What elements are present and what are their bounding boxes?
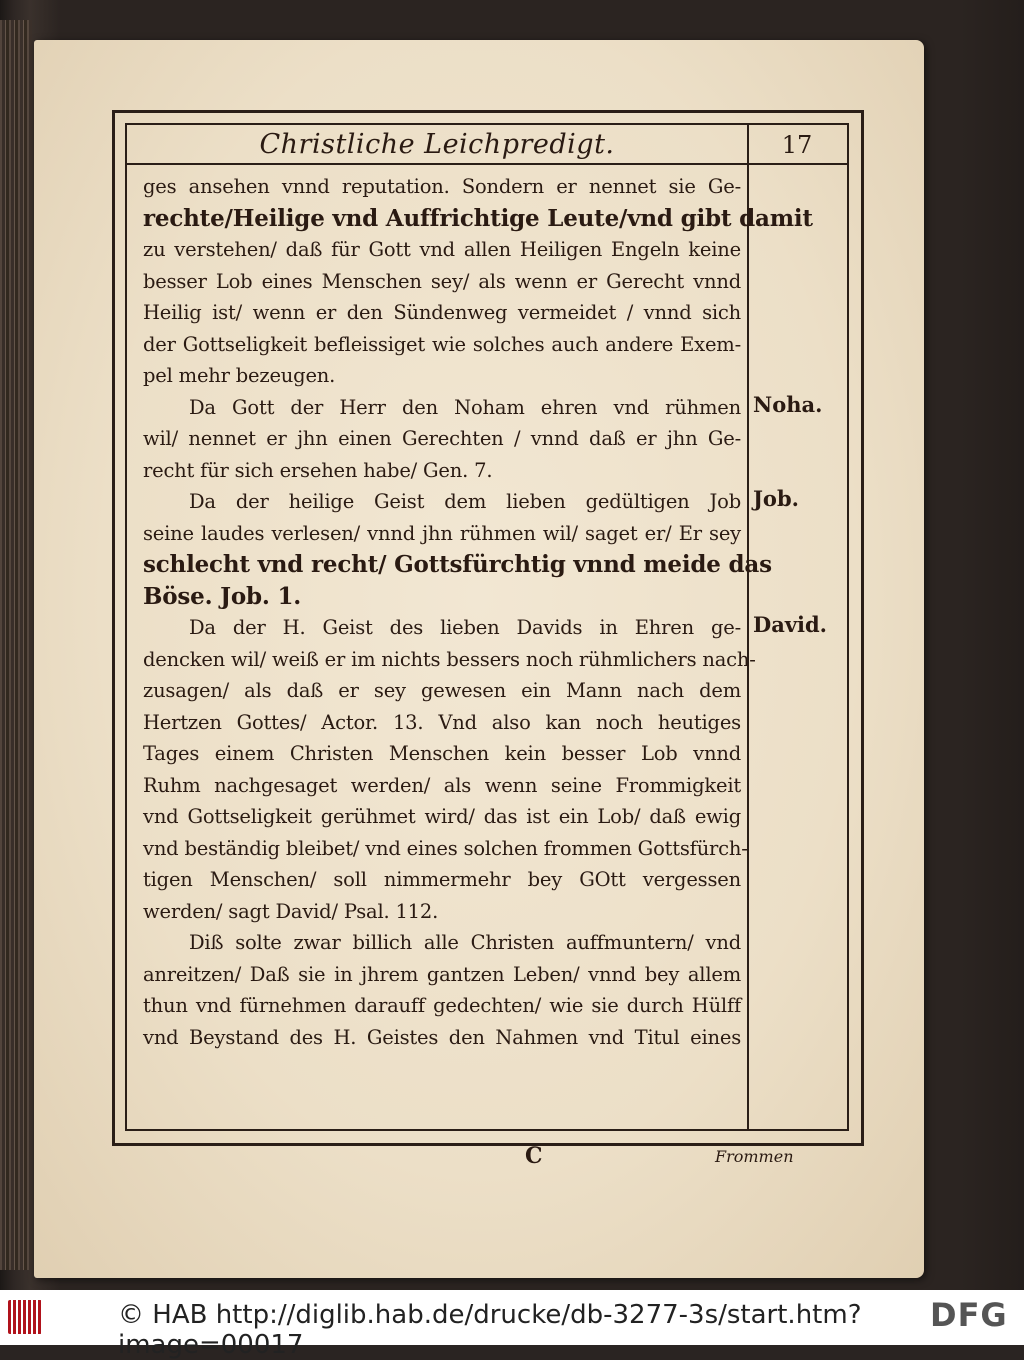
book-spine <box>0 20 32 1270</box>
text-line: der Gottseligkeit befleissiget wie solches auch andere Exem- <box>143 332 741 356</box>
text-line: recht für sich ersehen habe/ Gen. 7. <box>143 458 493 482</box>
text-line: besser Lob eines Menschen sey/ als wenn er Gerecht vnnd <box>143 269 741 293</box>
margin-note: David. <box>753 612 827 637</box>
body-text <box>143 171 813 1053</box>
running-head: Christliche Leichpredigt. <box>259 129 615 160</box>
signature-mark: C <box>525 1143 543 1169</box>
text-line: pel mehr bezeugen. <box>143 364 336 387</box>
text-line: rechte/Heilige vnd Auffrichtige Leute/vnd gibt damit <box>143 204 813 232</box>
text-line: anreitzen/ Daß sie in jhrem gantzen Leben/ vnnd bey allem <box>143 962 741 986</box>
text-line: Da der H. Geist des lieben Davids in Ehren ge- <box>189 616 741 639</box>
text-line: Diß solte zwar billich alle Christen auffmuntern/ vnd <box>189 931 741 954</box>
text-line: vnd Beystand des H. Geistes den Nahmen vnd Titul eines <box>143 1025 741 1049</box>
dfg-logo: DFG <box>930 1296 1008 1334</box>
text-line: Böse. Job. 1. <box>143 582 302 610</box>
margin-rule <box>747 125 749 1129</box>
text-line: vnd beständig bleibet/ vnd eines solchen frommen Gottsfürch- <box>143 836 748 860</box>
margin-note: Job. <box>753 486 799 511</box>
margin-note: Noha. <box>753 391 823 417</box>
text-line: seine laudes verlesen/ vnnd jhn rühmen wil/ saget er/ Er sey <box>143 521 741 545</box>
catchword: Frommen <box>715 1147 794 1166</box>
header-rule <box>127 163 847 165</box>
barcode-icon <box>8 1300 42 1334</box>
text-line: Hertzen Gottes/ Actor. 13. Vnd also kan noch heutiges <box>143 710 741 734</box>
footer-link[interactable]: © HAB http://diglib.hab.de/drucke/db-3277-3s/start.htm?image=00017 <box>118 1300 862 1360</box>
text-line: Tages einem Christen Menschen kein besser Lob vnnd <box>143 742 741 765</box>
text-line: zusagen/ als daß er sey gewesen ein Mann nach dem <box>143 679 741 702</box>
text-line: werden/ sagt David/ Psal. 112. <box>143 899 439 923</box>
text-line: vnd Gottseligkeit gerühmet wird/ das ist ein Lob/ daß ewig <box>143 805 741 828</box>
text-line: schlecht vnd recht/ Gottsfürchtig vnnd meide das <box>143 551 772 578</box>
printed-frame <box>112 110 864 1169</box>
footer-bar <box>0 1290 1024 1360</box>
page-number: 17 <box>781 131 813 159</box>
text-line: Da der heilige Geist dem lieben gedültigen Job <box>189 490 741 513</box>
text-line: dencken wil/ weiß er im nichts bessers noch rühmlichers nach- <box>143 647 756 671</box>
text-line: wil/ nennet er jhn einen Gerechten / vnnd daß er jhn Ge- <box>143 427 741 450</box>
printed-frame-inner <box>125 123 849 1131</box>
text-line: thun vnd fürnehmen darauff gedechten/ wie sie durch Hülff <box>143 994 741 1017</box>
text-line: tigen Menschen/ soll nimmermehr bey GOtt vergessen <box>143 868 741 891</box>
text-line: Ruhm nachgesaget werden/ als wenn seine Frommigkeit <box>143 773 741 797</box>
text-line: Da Gott der Herr den Noham ehren vnd rühmen <box>189 395 741 419</box>
text-line: ges ansehen vnnd reputation. Sondern er nennet sie Ge- <box>143 175 741 198</box>
text-line: zu verstehen/ daß für Gott vnd allen Heiligen Engeln keine <box>143 238 741 261</box>
text-line: Heilig ist/ wenn er den Sündenweg vermeidet / vnnd sich <box>143 301 741 324</box>
book-page <box>34 40 924 1278</box>
